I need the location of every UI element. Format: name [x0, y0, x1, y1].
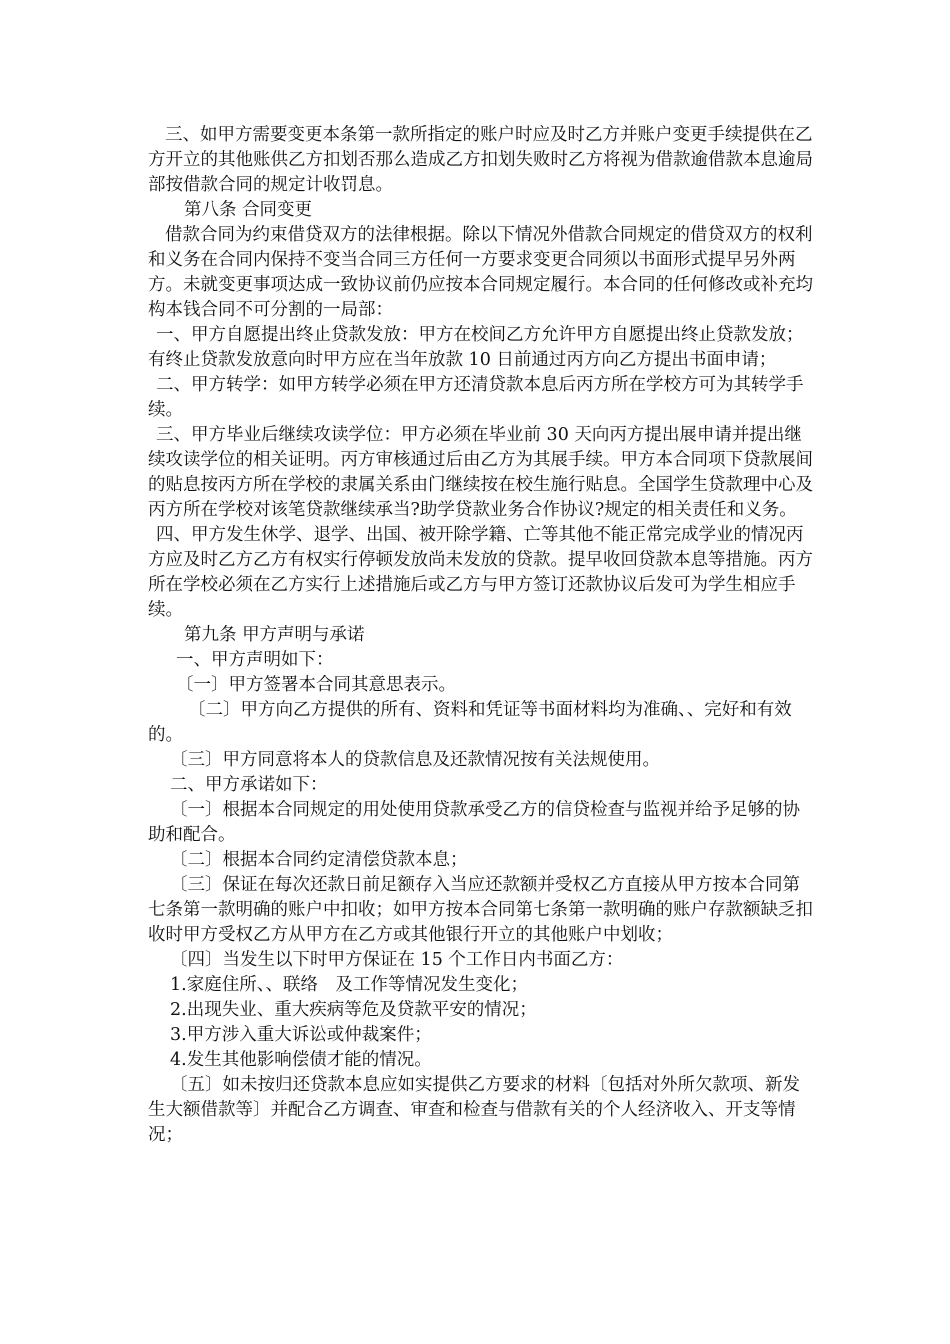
paragraph-promise-heading: 二、甲方承诺如下：: [170, 775, 328, 795]
paragraph-transfer-school: 二、甲方转学：如甲方转学必须在甲方还清贷款本息后丙方所在学校方可为其转学手续。: [148, 375, 804, 420]
article-9-heading: 第九条 甲方声明与承诺: [184, 625, 365, 645]
paragraph-declaration-2: 〔二〕甲方向乙方提供的所有、资料和凭证等书面材料均为准确、、完好和有效的。: [148, 700, 792, 745]
paragraph-terminate-loan: 一、甲方自愿提出终止贷款发放：甲方在校间乙方允许甲方自愿提出终止贷款发放；有终止贷款发放意向时甲方应在当年放款 10 日前通过丙方向乙方提出书面申请；: [148, 325, 804, 370]
document-body: [148, 123, 813, 1148]
paragraph-account-change: 三、如甲方需要变更本条第一款所指定的账户时应及时乙方并账户变更手续提供在乙方开立的其他账供乙方扣划否那么造成乙方扣划失败时乙方将视为借款逾借款本息逾局部按借款合同的规定计收罚息。: [148, 125, 813, 195]
paragraph-promise-1: 〔一〕根据本合同规定的用处使用贷款承受乙方的信贷检查与监视并给予足够的协助和配合。: [148, 800, 800, 845]
paragraph-further-study: 三、甲方毕业后继续攻读学位：甲方必须在毕业前 30 天向丙方提出展申请并提出继续攻读学位的相关证明。丙方审核通过后由乙方为其展手续。甲方本合同项下贷款展间的贴息按丙方所在学校的隶属关系由门继续按在校生施行贴息。全国学生贷款理中心及丙方所在学校对该笔贷款继续承当?助学贷款业务合作协议?规定的相关责任和义务。: [148, 425, 813, 520]
paragraph-promise-3: 〔三〕保证在每次还款日前足额存入当应还款额并受权乙方直接从甲方按本合同第七条第一款明确的账户中扣收；如甲方按本合同第七条第一款明确的账户存款额缺乏扣收时甲方受权乙方从甲方在乙方或其他银行开立的其他账户中划收；: [148, 875, 813, 945]
article-8-heading: 第八条 合同变更: [184, 200, 313, 220]
paragraph-promise-5: 〔五〕如未按归还贷款本息应如实提供乙方要求的材料〔包括对外所欠款项、新发生大额借款等〕并配合乙方调查、审查和检查与借款有关的个人经济收入、开支等情况；: [148, 1075, 800, 1145]
paragraph-suspension: 四、甲方发生休学、退学、出国、被开除学籍、亡等其他不能正常完成学业的情况丙方应及时乙方乙方有权实行停顿发放尚未发放的贷款。提早收回贷款本息等措施。丙方所在学校必须在乙方实行上述措施后或乙方与甲方签订还款协议后发可为学生相应手续。: [148, 525, 813, 620]
paragraph-declaration-1: 〔一〕甲方签署本合同其意思表示。: [176, 675, 456, 695]
paragraph-declaration-heading: 一、甲方声明如下：: [176, 650, 334, 670]
paragraph-promise-2: 〔二〕根据本合同约定清偿贷款本息；: [170, 850, 468, 870]
list-item-2: 2.出现失业、重大疾病等危及贷款平安的情况；: [170, 1000, 537, 1020]
list-item-1: 1.家庭住所、、联络 及工作等情况发生变化；: [170, 975, 528, 995]
paragraph-declaration-3: 〔三〕甲方同意将本人的贷款信息及还款情况按有关法规使用。: [170, 750, 660, 770]
list-item-3: 3.甲方涉入重大诉讼或仲裁案件；: [170, 1025, 432, 1045]
paragraph-promise-4: 〔四〕当发生以下时甲方保证在 15 个工作日内书面乙方：: [170, 950, 624, 970]
list-item-4: 4.发生其他影响偿债才能的情况。: [170, 1050, 432, 1070]
paragraph-contract-change: 借款合同为约束借贷双方的法律根据。除以下情况外借款合同规定的借贷双方的权利和义务在合同内保持不变当合同三方任何一方要求变更合同须以书面形式提早另外两方。未就变更事项达成一致协议前仍应按本合同规定履行。本合同的任何修改或补充均构本钱合同不可分割的一局部：: [148, 225, 813, 320]
